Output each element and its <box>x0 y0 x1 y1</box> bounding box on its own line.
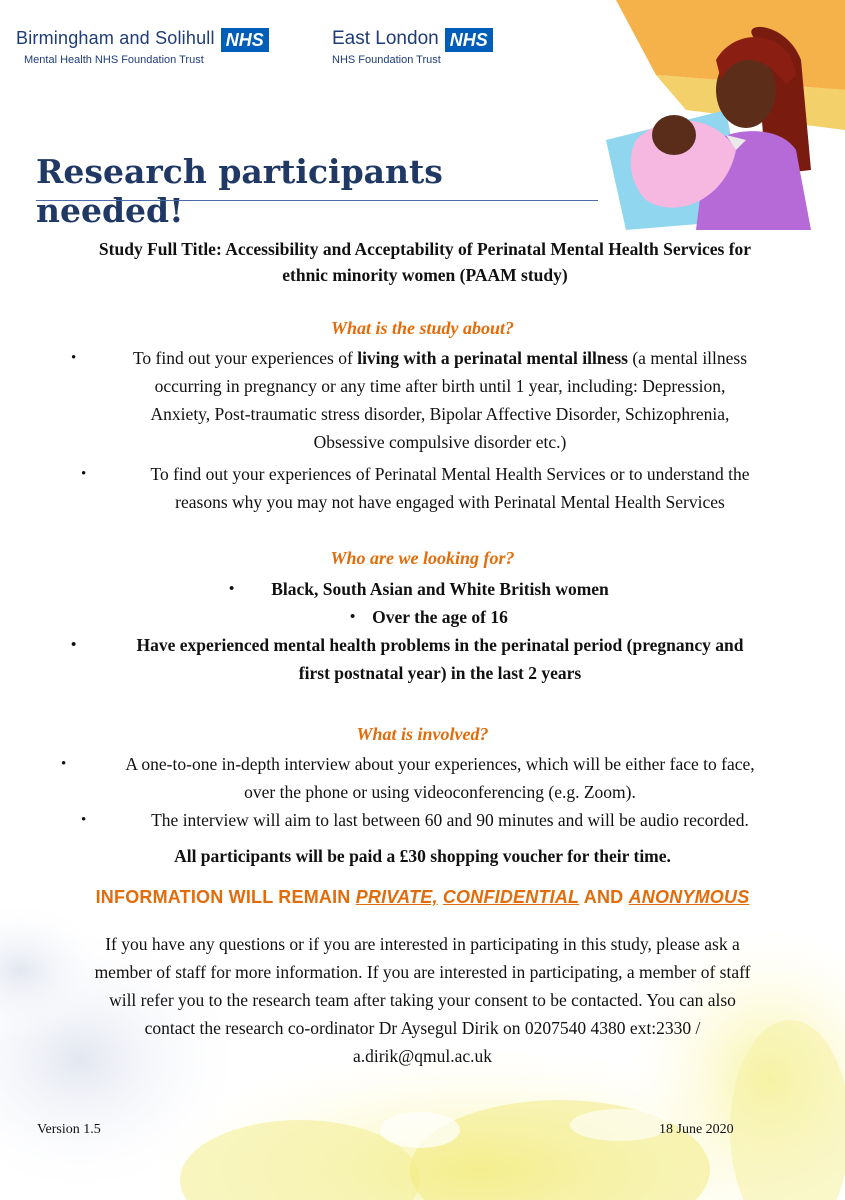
privacy-confidential: CONFIDENTIAL <box>442 887 580 907</box>
contact-line: will refer you to the research team after taking your consent to be contacted. You can also <box>109 990 736 1010</box>
nhs-badge: NHS <box>445 28 493 52</box>
bullet-glyph: • <box>229 581 235 597</box>
bullet-glyph: • <box>71 350 77 366</box>
list-item <box>45 750 835 806</box>
bullet-text: Anxiety, Post-traumatic stress disorder, Bipolar Affective Disorder, Schizophrenia, <box>150 404 730 424</box>
list-item <box>55 575 825 603</box>
bsol-nhs-logo <box>16 28 269 66</box>
privacy-anonymous: ANONYMOUS <box>628 887 750 907</box>
involved-bullet-list <box>45 750 835 834</box>
nhs-badge: NHS <box>221 28 269 52</box>
bullet-text-bold: living with a perinatal mental illness <box>357 348 628 368</box>
list-item <box>55 631 825 687</box>
bullet-text: A one-to-one in-depth interview about your experiences, which will be either face to face, <box>125 754 755 774</box>
bullet-glyph: • <box>81 466 87 482</box>
bullet-text: (a mental illness <box>627 348 748 368</box>
contact-line: member of staff for more information. If you are interested in participating, a member of staff <box>94 962 751 982</box>
study-full-title <box>40 236 810 288</box>
who-bullet-list <box>55 575 825 687</box>
payment-statement: All participants will be paid a £30 shopping voucher for their time. <box>174 846 671 866</box>
bullet-text: occurring in pregnancy or any time after birth until 1 year, including: Depression, <box>154 376 726 396</box>
page-title: Research participants needed! <box>36 152 443 230</box>
date-label: 18 June 2020 <box>659 1122 734 1137</box>
bullet-glyph: • <box>71 637 77 653</box>
east-london-logo-name: East London <box>332 28 439 49</box>
contact-paragraph <box>50 930 795 1070</box>
privacy-statement <box>0 887 845 908</box>
study-title-line: Study Full Title: Accessibility and Acceptability of Perinatal Mental Health Services for <box>98 239 752 259</box>
contact-line: If you have any questions or if you are interested in participating in this study, please ask a <box>105 934 740 954</box>
bullet-glyph: • <box>350 609 356 625</box>
privacy-private: PRIVATE, <box>355 887 438 907</box>
bullet-text: first postnatal year) in the last 2 years <box>298 663 582 683</box>
bullet-text: Obsessive compulsive disorder etc.) <box>313 432 567 452</box>
bullet-text: To find out your experiences of <box>132 348 358 368</box>
section-heading-who: Who are we looking for? <box>330 548 515 568</box>
bullet-text: Black, South Asian and White British women <box>271 579 609 599</box>
bullet-glyph: • <box>61 756 67 772</box>
section-heading-involved: What is involved? <box>356 724 489 744</box>
east-london-logo-subtitle: NHS Foundation Trust <box>332 54 441 66</box>
bullet-text: over the phone or using videoconferencing (e.g. Zoom). <box>244 782 636 802</box>
bullet-text: The interview will aim to last between 60 and 90 minutes and will be audio recorded. <box>151 810 749 830</box>
bsol-logo-name: Birmingham and Solihull <box>16 28 215 48</box>
bsol-logo-subtitle: Mental Health NHS Foundation Trust <box>24 54 204 66</box>
privacy-prefix: INFORMATION WILL REMAIN <box>95 887 356 907</box>
bullet-text: Have experienced mental health problems in the perinatal period (pregnancy and <box>136 635 744 655</box>
title-divider <box>36 200 598 201</box>
about-bullet-list <box>55 344 825 516</box>
bullet-glyph: • <box>81 812 87 828</box>
privacy-and: AND <box>579 887 629 907</box>
mother-baby-illustration <box>596 0 845 230</box>
bullet-text: To find out your experiences of Perinatal Mental Health Services or to understand the <box>150 464 750 484</box>
list-item <box>55 344 825 456</box>
list-item <box>55 603 825 631</box>
bullet-text: reasons why you may not have engaged with Perinatal Mental Health Services <box>175 492 725 512</box>
contact-email: a.dirik@qmul.ac.uk <box>352 1046 493 1066</box>
section-heading-about: What is the study about? <box>330 318 515 338</box>
east-london-nhs-logo <box>332 28 493 66</box>
contact-line: contact the research co-ordinator Dr Aysegul Dirik on 0207540 4380 ext:2330 / <box>144 1018 701 1038</box>
study-title-line: ethnic minority women (PAAM study) <box>282 265 568 285</box>
version-label: Version 1.5 <box>37 1122 101 1137</box>
bullet-text: Over the age of 16 <box>372 607 508 627</box>
list-item <box>55 460 825 516</box>
list-item <box>45 806 835 834</box>
